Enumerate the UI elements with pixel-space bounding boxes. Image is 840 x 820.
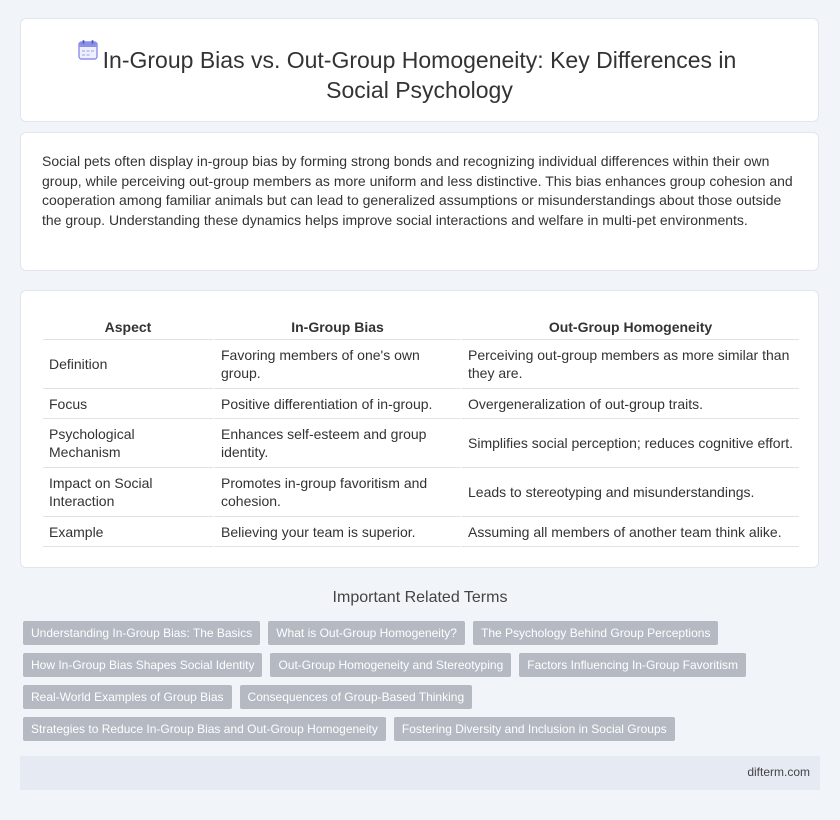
table-cell: Simplifies social perception; reduces cognitive effort. <box>460 419 799 468</box>
table-cell: Promotes in-group favoritism and cohesion. <box>213 468 460 517</box>
table-cell: Assuming all members of another team think alike. <box>460 517 799 547</box>
column-header: Out-Group Homogeneity <box>460 313 799 340</box>
table-cell: Psychological Mechanism <box>43 419 213 468</box>
table-cell: Example <box>43 517 213 547</box>
table-cell: Believing your team is superior. <box>213 517 460 547</box>
table-cell: Focus <box>43 389 213 419</box>
table-row <box>43 517 799 547</box>
table-cell: Enhances self-esteem and group identity. <box>213 419 460 468</box>
comparison-card <box>20 290 819 568</box>
header-card <box>20 18 819 122</box>
column-header: In-Group Bias <box>213 313 460 340</box>
table-cell: Leads to stereotyping and misunderstandings. <box>460 468 799 517</box>
table-header-row <box>43 313 799 340</box>
related-term-tag[interactable]: Fostering Diversity and Inclusion in Social Groups <box>394 717 675 741</box>
intro-paragraph: Social pets often display in-group bias by forming strong bonds and recognizing individual differences within their own group, while perceiving out-group members as more uniform and less distinctive. This bias enhances group cohesion and cooperation among familiar animals but can lead to generalized assumptions or misunderstandings about those outside the group. Understanding these dynamics helps improve social interactions and welfare in multi-pet environments. <box>42 153 793 228</box>
related-term-tag[interactable]: The Psychology Behind Group Perceptions <box>473 621 718 645</box>
footer <box>20 756 820 790</box>
table-cell: Definition <box>43 340 213 389</box>
related-term-tag[interactable]: Real-World Examples of Group Bias <box>23 685 232 709</box>
page-title: In-Group Bias vs. Out-Group Homogeneity: Key Differences in Social Psychology <box>102 47 737 103</box>
table-cell: Positive differentiation of in-group. <box>213 389 460 419</box>
table-cell: Impact on Social Interaction <box>43 468 213 517</box>
intro-card <box>20 132 819 271</box>
related-term-tag[interactable]: Factors Influencing In-Group Favoritism <box>519 653 746 677</box>
table-row <box>43 468 799 517</box>
related-term-tag[interactable]: Strategies to Reduce In-Group Bias and Out-Group Homogeneity <box>23 717 386 741</box>
related-term-tag[interactable]: What is Out-Group Homogeneity? <box>268 621 465 645</box>
table-row <box>43 419 799 468</box>
related-terms-list <box>23 621 818 749</box>
related-term-tag[interactable]: Understanding In-Group Bias: The Basics <box>23 621 260 645</box>
table-cell: Favoring members of one's own group. <box>213 340 460 389</box>
table-cell: Overgeneralization of out-group traits. <box>460 389 799 419</box>
table-row <box>43 389 799 419</box>
column-header: Aspect <box>43 313 213 340</box>
table-row <box>43 340 799 389</box>
related-term-tag[interactable]: How In-Group Bias Shapes Social Identity <box>23 653 262 677</box>
comparison-table <box>43 313 799 547</box>
related-term-tag[interactable]: Out-Group Homogeneity and Stereotyping <box>270 653 511 677</box>
footer-site-link[interactable]: difterm.com <box>747 765 810 779</box>
table-cell: Perceiving out-group members as more similar than they are. <box>460 340 799 389</box>
related-terms-title: Important Related Terms <box>332 589 508 606</box>
related-term-tag[interactable]: Consequences of Group-Based Thinking <box>240 685 473 709</box>
